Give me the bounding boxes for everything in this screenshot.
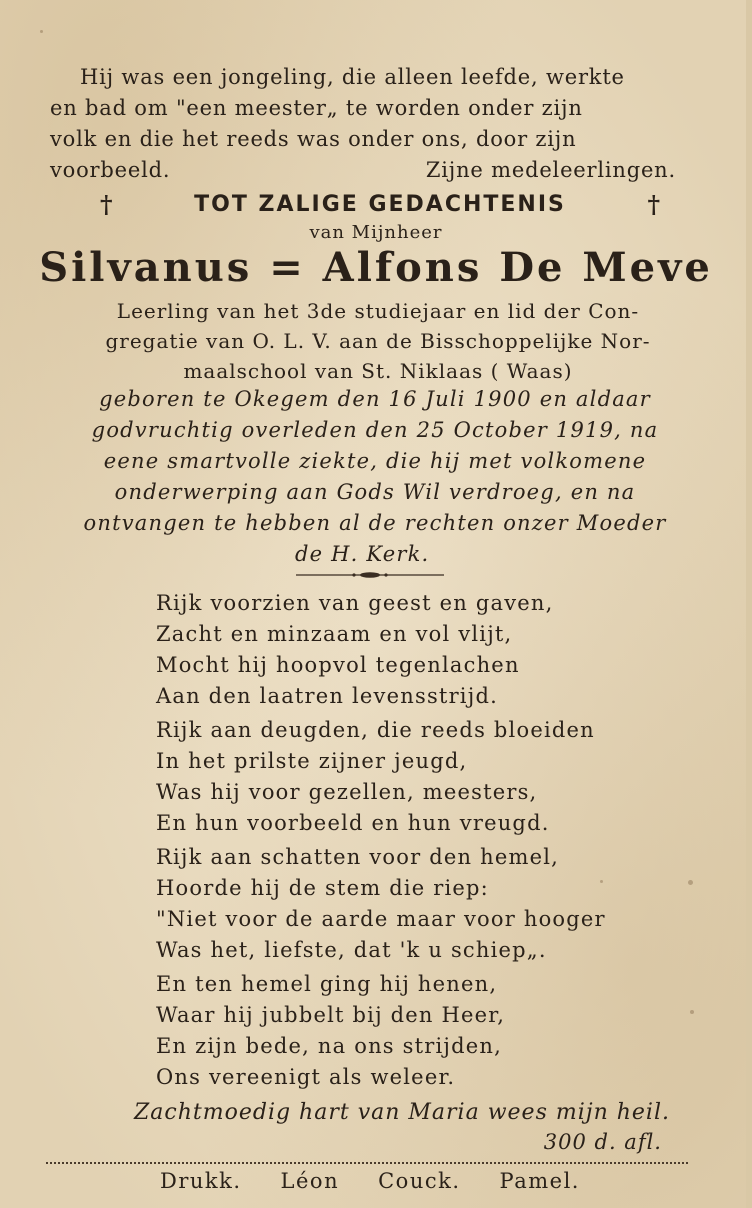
poem-line: Hoorde hij de stem die riep:	[156, 876, 489, 900]
heading-title: TOT ZALIGE GEDACHTENIS	[194, 192, 566, 217]
bio-italic-text	[45, 384, 705, 570]
poem-line: Rijk aan deugden, die reeds bloeiden	[156, 718, 595, 742]
poem-stanza	[156, 842, 656, 966]
dotted-rule	[46, 1162, 688, 1164]
poem-line: Waar hij jubbelt bij den Heer,	[156, 1003, 506, 1027]
intro-text	[50, 62, 700, 186]
poem-line: Mocht hij hoopvol tegenlachen	[156, 653, 520, 677]
poem-stanza	[156, 715, 656, 839]
paper-speckle	[690, 1010, 694, 1014]
intro-line: en bad om "een meester„ te worden onder zijn	[50, 96, 583, 120]
cross-icon: †	[100, 190, 113, 219]
poem-line: In het prilste zijner jeugd,	[156, 749, 468, 773]
poem	[156, 588, 656, 1093]
ornament-divider	[296, 572, 444, 578]
poem-line: Was hij voor gezellen, meesters,	[156, 780, 538, 804]
printer-credit	[160, 1169, 580, 1193]
indulgence-note: 300 d. afl.	[543, 1130, 662, 1154]
poem-line: Ons vereenigt als weleer.	[156, 1065, 456, 1089]
poem-line: Rijk voorzien van geest en gaven,	[156, 591, 554, 615]
intro-line: voorbeeld.	[50, 158, 171, 182]
prayer-line: Zachtmoedig hart van Maria wees mijn heil.	[134, 1100, 670, 1125]
intro-line: volk en die het reeds was onder ons, door zijn	[50, 127, 577, 151]
paper-speckle	[40, 30, 43, 33]
poem-line: Zacht en minzaam en vol vlijt,	[156, 622, 513, 646]
heading-row	[100, 190, 660, 219]
intro-signature: Zijne medeleerlingen.	[425, 158, 676, 182]
poem-line: Rijk aan schatten voor den hemel,	[156, 845, 559, 869]
bio-line: gregatie van O. L. V. aan de Bisschoppelijke Nor-	[105, 329, 651, 353]
cross-icon: †	[647, 190, 660, 219]
bio-italic-line: geboren te Okegem den 16 Juli 1900 en aldaar	[99, 387, 651, 411]
printer-word: Léon	[280, 1169, 340, 1193]
poem-stanza	[156, 969, 656, 1093]
printer-word: Pamel.	[499, 1169, 580, 1193]
poem-line: Was het, liefste, dat 'k u schiep„.	[156, 938, 547, 962]
bio-line: maalschool van St. Niklaas ( Waas)	[183, 359, 573, 383]
paper-speckle	[688, 880, 693, 885]
bio-italic-line: onderwerping aan Gods Wil verdroeg, en na	[114, 480, 636, 504]
bio-italic-line: de H. Kerk.	[295, 542, 430, 566]
poem-line: En zijn bede, na ons strijden,	[156, 1034, 503, 1058]
bio-italic-line: ontvangen te hebben al de rechten onzer Moeder	[83, 511, 667, 535]
bio-italic-line: godvruchtig overleden den 25 October 1919, na	[91, 418, 659, 442]
deceased-name: Silvanus = Alfons De Meve	[39, 244, 713, 291]
poem-line: Aan den laatren levensstrijd.	[156, 684, 498, 708]
poem-line: "Niet voor de aarde maar voor hooger	[156, 907, 606, 931]
printer-word: Couck.	[378, 1169, 461, 1193]
heading-subtitle: van Mijnheer	[309, 222, 443, 243]
printer-word: Drukk.	[160, 1169, 242, 1193]
poem-line: En ten hemel ging hij henen,	[156, 972, 498, 996]
bio-line: Leerling van het 3de studiejaar en lid der Con-	[116, 299, 640, 323]
intro-signature-line	[50, 155, 700, 186]
poem-line: En hun voorbeeld en hun vreugd.	[156, 811, 550, 835]
bio-italic-line: eene smartvolle ziekte, die hij met volkomene	[103, 449, 647, 473]
bio-text	[48, 296, 708, 386]
intro-line: Hij was een jongeling, die alleen leefde, werkte	[80, 65, 625, 89]
poem-stanza	[156, 588, 656, 712]
